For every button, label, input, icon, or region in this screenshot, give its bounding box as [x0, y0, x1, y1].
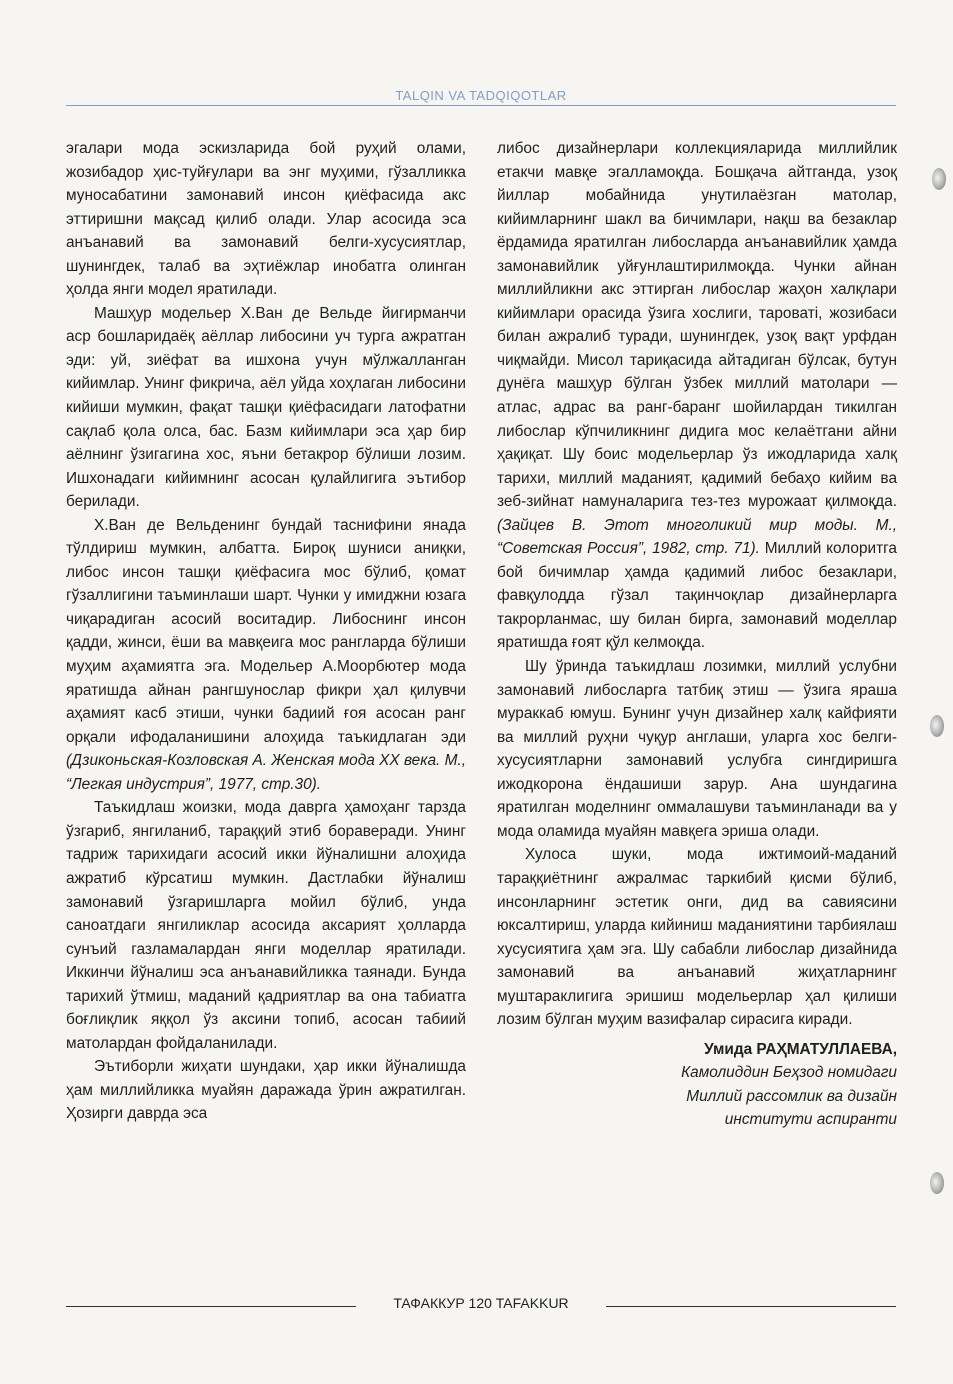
paragraph-text: Миллий колоритга бой бичимлар ҳамда қадимий либос безаклари, фавқулодда гўзал тақинчоқлар дизайнерларга такрорланмас, шу билан бирга, замонавий моделлар яратишда ғоят қўл келмоқда. — [497, 540, 897, 652]
paragraph: Таъкидлаш жоизки, мода даврга ҳамоҳанг тарзда ўзгариб, янгиланиб, тараққий этиб бораверади. Унинг тадриж тарихидаги асосий икки йўналишни алоҳида ажратиб кўрсатиш мумкин. Дастлабки йўналиш замонавий ўзгаришларга мойил бўлиб, унда саноатдаги янгиликлар асосида аксарият ҳолларда сунъий газламалардан янги моделлар яратилади. Иккинчи йўналиш эса анъанавийликка таянади. Бунда тарихий ўтмиш, маданий қадриятлар ва она табиатга боғлиқлик яққол ўз аксини топиб, асосан табиий матолардан фойдаланилади. — [66, 799, 466, 1052]
header-title: TALQIN VA TADQIQOTLAR — [395, 88, 567, 103]
page-footer — [66, 1295, 896, 1317]
paragraph: эгалари мода эскизларида бой руҳий олами, жозибадор ҳис-туйғулари ва энг муҳими, гўзалликка муносабатини замонавий инсон қиёфасида акс эттиришни мақсад қилиб олади. Улар асосида эса анъанавий ва замонавий белги-хусусиятлар, шунингдек, талаб ва эҳтиёжлар инобатга олинган ҳолда янги модел яратилади. — [66, 140, 466, 299]
running-header — [66, 88, 896, 108]
left-column — [66, 137, 466, 1126]
binding-hole — [932, 168, 946, 190]
right-column — [497, 137, 897, 1132]
paragraph: Эътиборли жиҳати шундаки, ҳар икки йўналишда ҳам миллийликка муайян даражада ўрин ажратилган. Ҳозирги даврда эса — [66, 1058, 466, 1123]
footer-text — [66, 1295, 896, 1311]
paragraph — [66, 514, 466, 797]
binding-hole — [930, 715, 944, 737]
header-rule — [66, 105, 896, 106]
paragraph: Шу ўринда таъкидлаш лозимки, миллий услубни замонавий либосларга татбиқ этиш — ўзига яраша мураккаб юмуш. Бунинг учун дизайнер халқ кайфияти ва миллий руҳни чуқур англаши, уларга хос белги-хусусиятларни замонавий услубга сингдиришга ижодкорона ёндашиши зарур. Ана шундагина яратилган моделнинг оммалашуви таъминланади ва у мода оламида муайян мавқега эриша олади. — [497, 658, 897, 840]
author-name: Умида РАҲМАТУЛЛАЕВА, — [704, 1040, 897, 1058]
citation: (Зайцев В. Этот многоликий мир моды. М., “Советская Россия”, 1982, стр. 71). — [497, 516, 897, 558]
citation: (Дзиконьская-Козловская А. Женская мода XX века. М., “Легкая индустрия”, 1977, стр.30). — [66, 752, 466, 793]
page-number-label: ТАФАККУР 120 TAFAKKUR — [387, 1295, 574, 1311]
author-affiliation — [497, 1061, 897, 1132]
binding-hole — [930, 1172, 944, 1194]
affiliation-line: Миллий рассомлик ва дизайн — [686, 1087, 897, 1105]
affiliation-line: Камолиддин Беҳзод номидаги — [681, 1064, 897, 1082]
paragraph — [497, 137, 897, 655]
paragraph-text: Х.Ван де Вельдени‌нг бундай таснифини янада тўлдириш мумкин, албатта. Бироқ шуниси аниқки, либос инсон ташқи қиёфасига мос бўлиб, қомат гўзаллигини таъминлаши шарт. Чунки у имиджни юзага чиқарадиган асосий воситадир. Либоснинг инсон қадди, жинси, ёши ва мавқеига мос рангларда бўлиши муҳим аҳамиятга эга. Модельер А.Моорбютер мода яратишда айнан рангшунослар фикри ҳал қилувчи аҳамият касб этиши, чунки бадиий ғоя асосан ранг орқали ифодаланишини алоҳида таъкидлаган эди — [66, 516, 466, 746]
affiliation-line: институти аспиранти — [724, 1111, 897, 1129]
paragraph: Машҳур модельер Х.Ван де Вельде йигирманчи аср бошларидаёқ аёллар либосини уч турга ажратган эди: уй, зиёфат ва ишхона учун мўлжалланган кийимлар. Унинг фикрича, аёл уйда хоҳлаган либосини кийиши мумкин, фақат ташқи қиёфасидаги латофатни сақлаб қола олса, бас. Базм кийимлари эса ҳар бир аёлнинг ўзигагина хос, яъни бетакрор бўлиши лозим. Ишхонадаги кийимнинг асосан қулайлигига эътибор берилади. — [66, 304, 466, 511]
paragraph-text: либос дизайнерлари коллекцияларида миллийлик етакчи мавқе эгалламоқда. Бошқача айтганда, узоқ йиллар мобайнида унутилаёзган матолар, кийимларнинг шакл ва бичимлари, нақш ва безаклар ёрдамида яратилган либосларда анъанавийлик ҳамда замонавийлик уйғунлаштирилмоқда. Чунки айнан миллийликни акс эттирган либослар жаҳон халқлари кийимлари орасида ўзига хослиги, тароватi, жозибаси билан ажралиб туради, шунингдек, узоқ вақт урфдан чиқмайди. Мисол тариқасида айтадиган бўлсак, бутун дунёга машҳур бўлган ўзбек миллий матолари — атлас, адрас ва ранг-баранг шойилардан тикилган либослар кўпчиликнинг дидига мос келаётгани айни ҳақиқат. Шу боис модельерлар ўз ижодларида халқ тарихи, миллий маданият, қадимий бебаҳо кийим ва зеб-зийнат намуналарига тез-тез мурожаат қилмоқда. — [497, 140, 897, 511]
paragraph: Хулоса шуки, мода ижтимоий-маданий тараққиётнинг ажралмас таркибий қисми бўлиб, инсонларнинг эстетик онги, дид ва савиясини юксалтириш, уларда кийиниш маданиятини тарбиялаш хусусиятига ҳам эга. Шу сабабли либослар дизайнида замонавий ва анъанавий жиҳатларнинг муштараклигига эришиш модельерлар ҳал қилиши лозим бўлган муҳим вазифалар сирасига киради. — [497, 846, 897, 1029]
